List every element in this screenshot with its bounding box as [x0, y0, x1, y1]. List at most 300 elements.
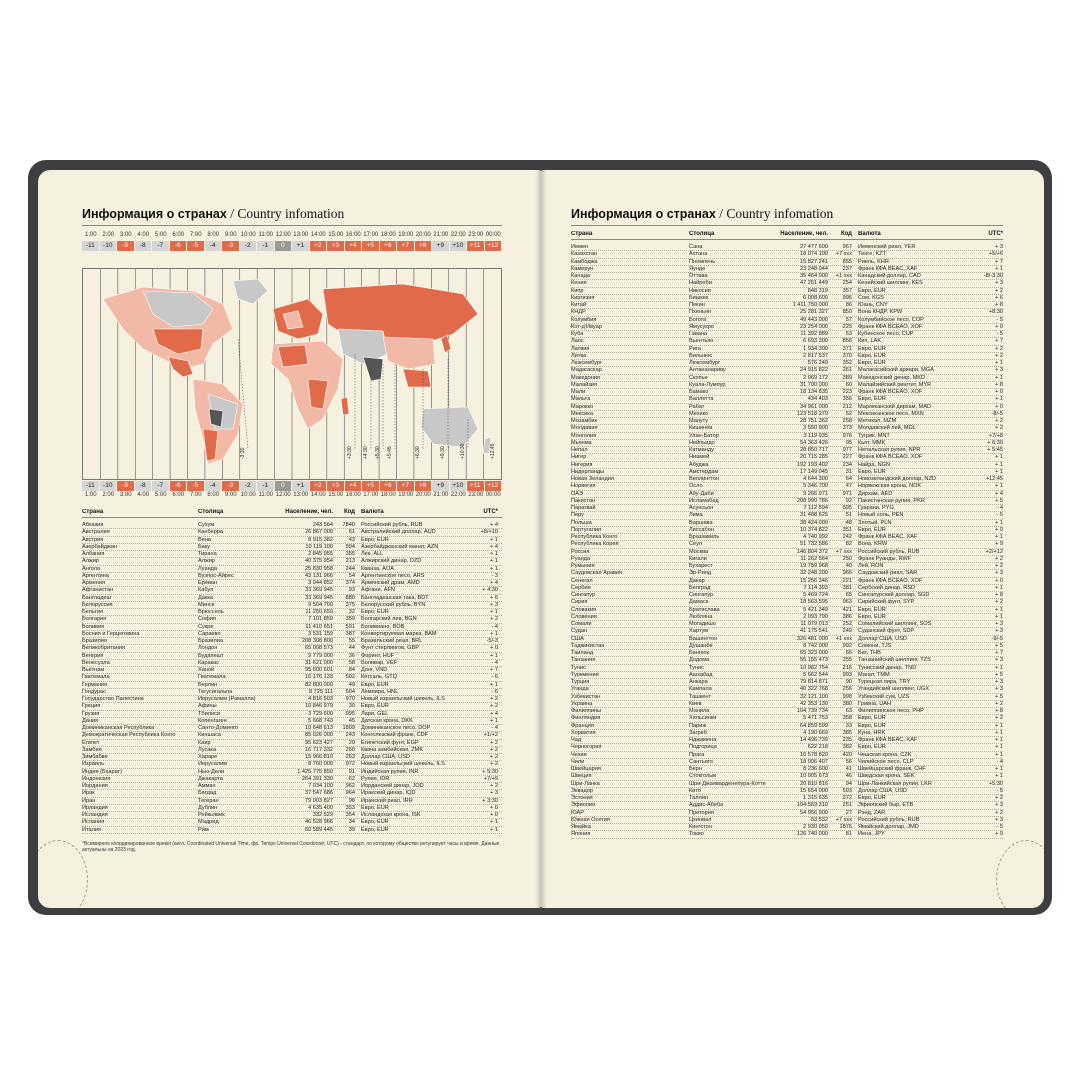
- table-row: [571, 367, 1003, 374]
- code-cell: 212: [842, 403, 852, 410]
- utc-cell: + 7: [490, 667, 498, 673]
- currency-cell: Новозеландский доллар, NZD: [858, 476, 936, 482]
- country-cell: Уганда: [571, 686, 589, 693]
- utc-cell: + 1: [995, 483, 1003, 490]
- timezone-time: 17:00: [363, 232, 379, 238]
- capital-cell: Хартум: [689, 628, 709, 635]
- code-cell: 53: [845, 331, 852, 337]
- southeast-asia-shape: [403, 369, 431, 387]
- population-cell: 5 662 544: [803, 671, 828, 678]
- capital-cell: Бамако: [689, 389, 709, 395]
- utc-cell: + 2: [995, 715, 1003, 722]
- population-cell: 35 464 000: [800, 273, 828, 279]
- population-cell: 18 006 407: [800, 758, 828, 765]
- population-cell: 20 810 816: [800, 780, 828, 787]
- population-cell: 54 363 426: [800, 439, 828, 446]
- utc-cell: + 2: [995, 809, 1003, 816]
- table-row: [571, 621, 1003, 628]
- utc-cell: + 3:30: [482, 797, 498, 804]
- population-cell: 18 074 100: [800, 251, 828, 258]
- utc-cell: + 0: [995, 577, 1003, 584]
- map-offset-label: +6:30: [415, 446, 421, 459]
- left-table-header: [82, 509, 502, 518]
- country-cell: Великобритания: [82, 645, 125, 652]
- table-row: [82, 645, 502, 652]
- population-cell: 25 830 958: [305, 565, 333, 572]
- code-cell: 90: [845, 679, 852, 685]
- population-cell: 1 425 775 850: [297, 768, 333, 775]
- code-cell: 357: [842, 287, 852, 294]
- title-rule: [82, 225, 502, 226]
- table-row: [571, 425, 1003, 432]
- table-row: [82, 624, 502, 631]
- currency-cell: Йеменский риал, YER: [858, 244, 916, 250]
- country-cell: Нигерия: [571, 461, 593, 468]
- country-cell: Словения: [571, 613, 597, 620]
- population-cell: 576 249: [807, 360, 828, 366]
- population-cell: 8 236 600: [803, 766, 828, 772]
- population-cell: 10 648 613: [305, 725, 333, 731]
- capital-cell: Додома: [689, 657, 710, 664]
- table-row: [571, 643, 1003, 650]
- capital-cell: Антананариву: [689, 367, 726, 374]
- code-cell: 54: [348, 572, 355, 579]
- country-cell: Болгария: [82, 616, 107, 623]
- utc-cell: + 1: [995, 534, 1003, 540]
- code-cell: 995: [345, 710, 355, 717]
- utc-cell: - 4: [491, 725, 498, 731]
- utc-cell: + 2: [490, 739, 498, 746]
- population-cell: 5 421 349: [803, 606, 828, 613]
- currency-cell: Шведская крона, SEK: [858, 773, 915, 780]
- timezone-offset: +1: [292, 481, 310, 491]
- table-row: [571, 672, 1003, 679]
- utc-cell: + 3: [995, 367, 1003, 374]
- country-cell: Испания: [82, 819, 105, 826]
- utc-cell: + 0: [490, 812, 498, 818]
- stitch-decoration: [38, 840, 88, 908]
- code-cell: 62: [348, 775, 355, 782]
- table-row: [571, 802, 1003, 809]
- currency-cell: Колумбийское песо, COP: [858, 316, 924, 323]
- currency-cell: Юань, CNY: [858, 302, 888, 308]
- population-cell: 17 149 045: [800, 468, 828, 475]
- table-row: [82, 609, 502, 616]
- country-cell: Словакия: [571, 606, 597, 613]
- population-cell: 95 600 601: [305, 667, 333, 673]
- timezone-offset: -6: [170, 241, 188, 251]
- timezone-time: 19:00: [398, 232, 414, 238]
- code-cell: 855: [842, 258, 852, 265]
- timezone-offset: -9: [117, 481, 135, 491]
- utc-cell: - 4: [491, 623, 498, 630]
- currency-cell: Рэнд, ZAR: [858, 809, 886, 816]
- currency-cell: Франк КФА BEAC, XAF: [858, 534, 918, 540]
- code-cell: 994: [345, 543, 355, 550]
- country-cell: Аргентина: [82, 572, 109, 579]
- timezone-offset: +11: [467, 481, 485, 491]
- utc-cell: + 1: [995, 773, 1003, 780]
- utc-cell: +5/+6: [988, 251, 1003, 258]
- table-row: [82, 776, 502, 783]
- capital-cell: Лондон: [198, 645, 218, 652]
- capital-cell: Лиссабон: [689, 526, 714, 533]
- code-cell: 976: [842, 432, 852, 439]
- timezone-time: 00:00: [485, 232, 501, 238]
- table-row: [82, 798, 502, 805]
- country-cell: Таджикистан: [571, 642, 605, 649]
- table-row: [82, 529, 502, 536]
- country-cell: Сенегал: [571, 577, 593, 584]
- title-en: Country infomation: [726, 206, 834, 221]
- currency-cell: Тунисский динар, TND: [858, 664, 917, 671]
- currency-cell: Кенийский шиллинг, KES: [858, 280, 923, 287]
- table-row: [571, 563, 1003, 570]
- country-cell: Украина: [571, 700, 593, 707]
- utc-cell: + 1: [490, 536, 498, 543]
- timezone-offset: -10: [100, 481, 118, 491]
- map-offset-label: +3:30: [347, 446, 353, 459]
- code-cell: 977: [842, 447, 852, 453]
- country-cell: Грузия: [82, 710, 100, 717]
- country-cell: Доминиканская Республика: [82, 725, 155, 731]
- currency-cell: Иракский динар, IQD: [361, 790, 416, 797]
- population-cell: 5 668 743: [308, 717, 333, 724]
- population-cell: 51 732 586: [800, 541, 828, 548]
- currency-cell: Иранский риал, IRR: [361, 797, 413, 804]
- code-cell: 41: [845, 766, 852, 772]
- code-cell: 504: [345, 688, 355, 695]
- table-row: [571, 730, 1003, 737]
- utc-cell: + 1: [995, 396, 1003, 403]
- utc-cell: +8/+10: [480, 529, 498, 536]
- capital-cell: Астана: [689, 251, 708, 258]
- table-row: [82, 790, 502, 797]
- utc-cell: + 6: [995, 294, 1003, 301]
- population-cell: 32 248 200: [800, 570, 828, 577]
- capital-cell: Пномпень: [689, 258, 716, 265]
- timezone-offset: +9: [432, 241, 450, 251]
- currency-cell: Евро, EUR: [858, 795, 886, 801]
- country-cell: Исландия: [82, 812, 108, 818]
- table-row: [571, 607, 1003, 614]
- country-cell: Руанда: [571, 555, 591, 562]
- capital-cell: Абу-Даби: [689, 490, 714, 497]
- table-row: [82, 827, 502, 834]
- country-cell: Гватемала: [82, 674, 110, 681]
- map-offset-label: +9:30: [440, 446, 446, 459]
- timezone-offset: +10: [450, 481, 468, 491]
- table-row: [82, 732, 502, 739]
- code-cell: +7 xxx: [835, 251, 852, 258]
- map-offset-label: +10:30: [460, 443, 466, 459]
- currency-cell: Российский рубль, RUB: [858, 548, 920, 555]
- code-cell: 227: [842, 454, 852, 461]
- capital-cell: Вьентьян: [689, 338, 714, 345]
- table-row: [571, 701, 1003, 708]
- population-cell: 60 589 445: [305, 826, 333, 833]
- code-cell: 966: [842, 570, 852, 577]
- code-cell: 880: [345, 594, 355, 601]
- capital-cell: Афины: [198, 703, 217, 710]
- code-cell: 244: [345, 565, 355, 572]
- timezone-time: 10:00: [240, 232, 256, 238]
- currency-cell: Канадский доллар, CAD: [858, 273, 921, 279]
- population-cell: 146 804 372: [796, 548, 828, 555]
- population-cell: 2 930 050: [803, 824, 828, 830]
- country-cell: Бразилия: [82, 638, 107, 644]
- code-cell: 216: [842, 664, 852, 671]
- country-cell: Саудовская Аравия: [571, 570, 623, 577]
- timezone-time: 21:00: [433, 492, 449, 498]
- timezone-offset: 0: [275, 481, 293, 491]
- currency-cell: Малагасийский ариари, MGA: [858, 367, 934, 374]
- right-country-table: [571, 244, 1003, 839]
- capital-cell: Шри-Джаяварденепура-Котте: [689, 780, 766, 787]
- utc-cell: - 4: [996, 758, 1003, 765]
- capital-cell: Пекин: [689, 302, 705, 308]
- utc-cell: - 5: [996, 512, 1003, 519]
- table-row: [571, 454, 1003, 461]
- population-cell: 15 827 241: [800, 258, 828, 265]
- code-cell: 370: [842, 352, 852, 359]
- code-cell: 353: [345, 804, 355, 811]
- utc-cell: +5:30: [988, 780, 1003, 787]
- capital-cell: Будапешт: [198, 652, 224, 659]
- code-cell: 27: [845, 809, 852, 816]
- population-cell: 20 715 285: [800, 454, 828, 461]
- table-row: [82, 573, 502, 580]
- table-row: [571, 396, 1003, 403]
- timezone-time: 4:00: [137, 492, 150, 498]
- currency-cell: Шри-Ланкийская рупия, LKR: [858, 780, 932, 787]
- title-ru: Информация о странах: [571, 207, 716, 221]
- currency-cell: Сомони, TJS: [858, 642, 892, 649]
- population-cell: 27 477 600: [800, 244, 828, 250]
- country-cell: Танзания: [571, 657, 596, 664]
- table-row: [82, 783, 502, 790]
- timezone-time: 18:00: [380, 492, 396, 498]
- timezone-offset: -8: [135, 241, 153, 251]
- population-cell: 3 119 935: [803, 432, 828, 439]
- table-row: [82, 812, 502, 819]
- population-cell: 1 934 300: [803, 345, 828, 352]
- country-cell: Камбоджа: [571, 258, 598, 265]
- table-row: [82, 580, 502, 587]
- utc-cell: + 6:30: [987, 439, 1003, 446]
- country-cell: Шри-Ланка: [571, 780, 600, 787]
- country-cell: Мальта: [571, 396, 591, 403]
- currency-cell: Боливар, VEF: [361, 659, 398, 666]
- country-cell: Боливия: [82, 623, 105, 630]
- country-cell: Латвия: [571, 345, 590, 352]
- utc-cell: + 1: [490, 558, 498, 565]
- currency-cell: Фунт стерлингов, GBP: [361, 645, 419, 652]
- capital-cell: Каракас: [198, 659, 220, 666]
- table-row: [571, 520, 1003, 527]
- utc-cell: + 9: [995, 831, 1003, 838]
- currency-cell: Манат, TMM: [858, 671, 890, 678]
- timezone-time: 8:00: [207, 492, 220, 498]
- capital-cell: Рабат: [689, 403, 705, 410]
- currency-cell: Лей, RON: [858, 563, 884, 569]
- country-cell: Тунис: [571, 664, 586, 671]
- code-cell: 45: [348, 717, 355, 724]
- currency-cell: Непальская рупия, NPR: [858, 447, 921, 453]
- population-cell: 32 121 100: [800, 693, 828, 700]
- bolivia-shape: [209, 409, 223, 427]
- country-cell: Судан: [571, 628, 588, 635]
- map-offset-label: +5:45: [387, 446, 393, 459]
- population-cell: 2 817 537: [803, 352, 828, 359]
- utc-cell: + 4: [490, 522, 498, 528]
- code-cell: 389: [842, 374, 852, 381]
- currency-cell: Аргентинское песо, ARS: [361, 572, 425, 579]
- utc-cell: + 1: [490, 681, 498, 688]
- title-separator: /: [715, 206, 727, 221]
- utc-cell: + 3: [995, 679, 1003, 685]
- header-currency: Валюта: [858, 231, 881, 237]
- currency-cell: Евро, EUR: [858, 468, 886, 475]
- timezone-time: 3:00: [119, 492, 132, 498]
- timezone-offset: +11: [467, 241, 485, 251]
- table-row: [571, 650, 1003, 657]
- code-cell: 40: [845, 563, 852, 569]
- capital-cell: Скопье: [689, 374, 708, 381]
- currency-cell: Франк КФА BCEAO, XOF: [858, 577, 923, 584]
- table-row: [82, 566, 502, 573]
- timezone-time: 7:00: [189, 232, 202, 238]
- code-cell: 963: [842, 599, 852, 606]
- country-cell: Парагвай: [571, 505, 596, 511]
- utc-cell: - 5: [996, 824, 1003, 830]
- utc-cell: + 1: [995, 737, 1003, 743]
- currency-cell: Исландская крона, ISK: [361, 812, 421, 818]
- timezone-time: 20:00: [415, 232, 431, 238]
- utc-cell: + 2: [490, 761, 498, 768]
- population-cell: 23 248 044: [800, 265, 828, 272]
- utc-cell: + 1: [995, 265, 1003, 272]
- code-cell: 591: [345, 623, 355, 630]
- utc-cell: + 8: [995, 302, 1003, 308]
- capital-cell: Абуджа: [689, 461, 709, 468]
- capital-cell: Таллин: [689, 795, 709, 801]
- population-cell: 11 410 651: [305, 623, 333, 630]
- country-cell: США: [571, 635, 584, 642]
- currency-cell: Белорусский рубль, BYN: [361, 601, 426, 608]
- country-cell: Израиль: [82, 761, 105, 768]
- currency-cell: Кип, LAK: [858, 338, 882, 345]
- left-country-table: [82, 522, 502, 834]
- country-cell: Армения: [82, 580, 106, 586]
- currency-cell: Вона, KRW: [858, 541, 888, 548]
- code-cell: 98: [348, 797, 355, 804]
- currency-cell: Боливиано, BOB: [361, 623, 405, 630]
- table-row: [571, 824, 1003, 831]
- currency-cell: Тугрик, MNT: [858, 432, 890, 439]
- currency-cell: Турецкая лира, TRY: [858, 679, 911, 685]
- table-row: [571, 549, 1003, 556]
- code-cell: 55: [348, 638, 355, 644]
- capital-cell: Ашхабад: [689, 671, 713, 678]
- timezone-offset: -10: [100, 241, 118, 251]
- code-cell: 235: [842, 737, 852, 743]
- table-row: [82, 747, 502, 754]
- table-row: [571, 636, 1003, 643]
- timezone-time: 23:00: [468, 232, 484, 238]
- utc-cell: +8:30: [988, 309, 1003, 316]
- timezone-offset: -4: [205, 481, 223, 491]
- table-row: [571, 251, 1003, 258]
- country-cell: Гондурас: [82, 688, 106, 695]
- capital-cell: Мапуту: [689, 418, 709, 424]
- header-currency: Валюта: [361, 509, 384, 515]
- code-cell: 964: [345, 790, 355, 797]
- capital-cell: Исламабад: [689, 497, 719, 504]
- table-row: [571, 592, 1003, 599]
- code-cell: 66: [845, 650, 852, 656]
- timezone-time: 22:00: [450, 492, 466, 498]
- code-cell: 95: [845, 439, 852, 446]
- table-row: [82, 602, 502, 609]
- utc-cell: + 5: [995, 693, 1003, 700]
- code-cell: 358: [842, 715, 852, 722]
- code-cell: 221: [842, 577, 852, 584]
- utc-cell: + 5: [995, 642, 1003, 649]
- population-cell: 31 488 625: [800, 512, 828, 519]
- timezone-offset: +4: [345, 241, 363, 251]
- code-cell: 993: [842, 671, 852, 678]
- utc-cell: +7/+9: [483, 775, 498, 782]
- timezone-time: 16:00: [345, 232, 361, 238]
- utc-cell: + 2: [995, 418, 1003, 424]
- capital-cell: Мадрид: [198, 819, 219, 826]
- capital-cell: Браззавиль: [689, 534, 720, 540]
- code-cell: 856: [842, 338, 852, 345]
- timezone-time: 00:00: [485, 492, 501, 498]
- currency-cell: Донг, VND: [361, 667, 388, 673]
- utc-cell: + 0: [490, 645, 498, 652]
- timezone-offset: +6: [380, 481, 398, 491]
- timezone-offsets-bottom: [82, 481, 502, 491]
- table-row: [571, 599, 1003, 606]
- capital-cell: Брюссель: [198, 609, 224, 615]
- population-cell: 7 112 594: [803, 505, 828, 511]
- country-cell: Люксембург: [571, 360, 603, 366]
- population-cell: 5 469 724: [803, 592, 828, 598]
- population-cell: 8 725 111: [308, 688, 333, 695]
- country-cell: Португалия: [571, 526, 601, 533]
- capital-cell: Санто-Доминго: [198, 725, 238, 731]
- capital-cell: Любляна: [689, 613, 713, 620]
- code-cell: 420: [842, 751, 852, 758]
- utc-cell: + 1: [995, 664, 1003, 671]
- code-cell: 44: [348, 645, 355, 652]
- currency-cell: Бразильский реал, BRL: [361, 638, 423, 644]
- timezone-time: 1:00: [84, 232, 97, 238]
- china-shape: [383, 337, 435, 369]
- capital-cell: Вильнюс: [689, 352, 713, 359]
- currency-cell: Тенге, KZT: [858, 251, 887, 258]
- utc-cell: + 3: [490, 790, 498, 797]
- currency-cell: Угандийский шиллинг, UGX: [858, 686, 929, 693]
- table-row: [571, 440, 1003, 447]
- stitch-decoration: [996, 840, 1044, 908]
- table-row: [571, 810, 1003, 817]
- utc-cell: + 0: [995, 323, 1003, 330]
- currency-cell: Бат, THB: [858, 650, 881, 656]
- timezone-offset: -9: [117, 241, 135, 251]
